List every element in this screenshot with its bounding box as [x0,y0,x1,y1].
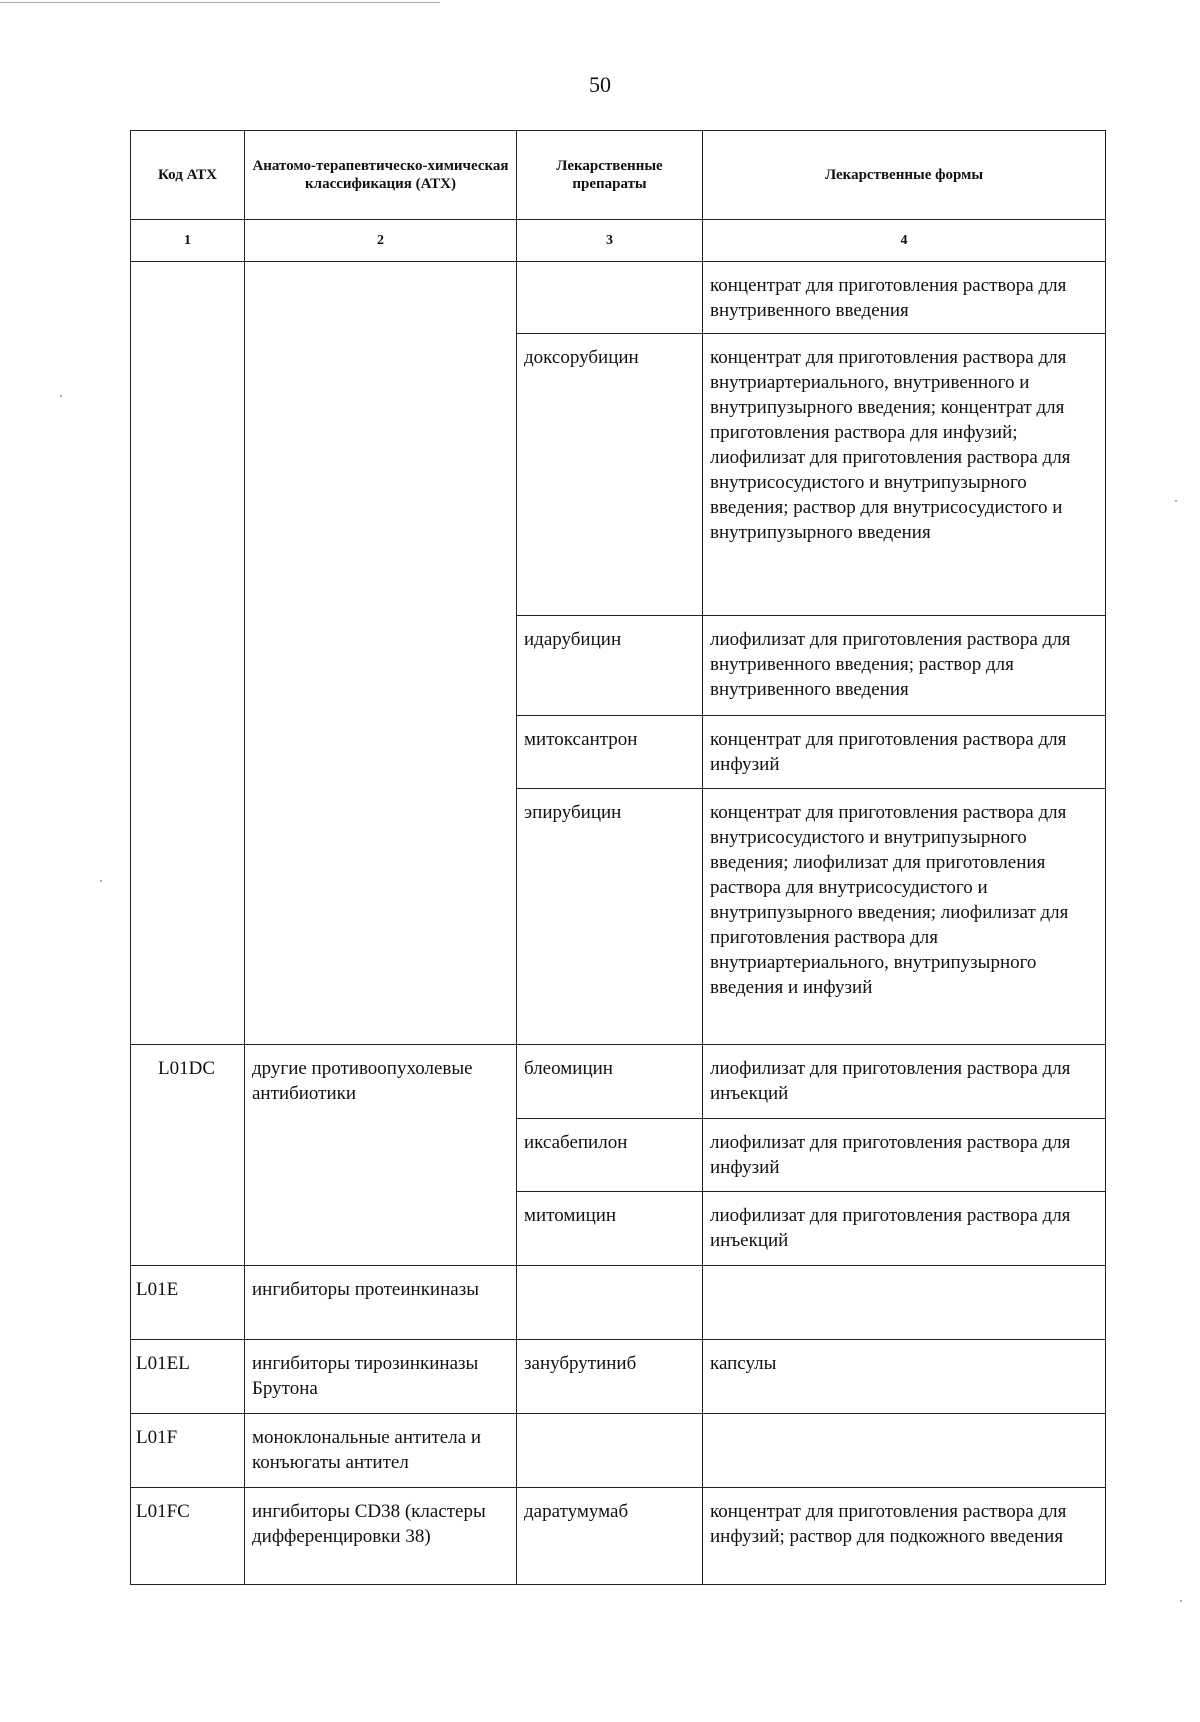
atx-class-cell: другие противоопухолевые антибиотики [245,1045,517,1266]
page-number: 50 [589,72,611,97]
table-row [131,1266,1106,1340]
drug-cell: занубрутиниб [517,1340,703,1414]
column-number-row [131,220,1106,262]
drug-cell: митоксантрон [517,716,703,789]
drug-cell: доксорубицин [517,334,703,616]
drug-cell: иксабепилон [517,1119,703,1192]
atx-class-cell [245,262,517,1045]
form-cell: лиофилизат для приготовления раствора для инъекций [703,1192,1106,1266]
scan-artifact-dot [1175,500,1177,502]
scan-artifact-dot [100,880,102,882]
drug-cell: идарубицин [517,616,703,716]
atx-code-cell: L01DC [131,1045,245,1266]
header-drugs: Лекарственные препараты [517,131,703,220]
atx-code-cell: L01EL [131,1340,245,1414]
atx-class-cell: моноклональные антитела и конъюгаты антител [245,1414,517,1488]
table-row [131,1488,1106,1585]
drug-cell [517,1414,703,1488]
form-cell: концентрат для приготовления раствора для внутрисосудистого и внутрипузырного введения; лиофилизат для приготовления раствора для внутрисосудистого и внутрипузырного введения; лиофилизат для приготовления раствора для внутриартериального, внутрипузырного введения и инфузий [703,789,1106,1045]
atx-code-cell: L01F [131,1414,245,1488]
drug-cell [517,262,703,334]
header-code: Код АТХ [131,131,245,220]
drug-cell: блеомицин [517,1045,703,1119]
column-number: 1 [131,220,245,262]
header-classification: Анатомо-терапевтическо-химическая классификация (АТХ) [245,131,517,220]
scan-artifact-line [0,2,440,3]
form-cell: концентрат для приготовления раствора для инфузий [703,716,1106,789]
header-forms: Лекарственные формы [703,131,1106,220]
scan-artifact-dot [1180,1600,1182,1602]
column-number: 3 [517,220,703,262]
form-cell: концентрат для приготовления раствора для внутриартериального, внутривенного и внутрипузырного введения; концентрат для приготовления раствора для инфузий; лиофилизат для приготовления раствора для внутрисосудистого и внутрипузырного введения; раствор для внутрисосудистого и внутрипузырного введения [703,334,1106,616]
form-cell: лиофилизат для приготовления раствора для внутривенного введения; раствор для внутривенного введения [703,616,1106,716]
atx-class-cell: ингибиторы тирозинкиназы Брутона [245,1340,517,1414]
form-cell: лиофилизат для приготовления раствора для инфузий [703,1119,1106,1192]
table-row [131,1414,1106,1488]
atx-class-cell: ингибиторы протеинкиназы [245,1266,517,1340]
form-cell [703,1266,1106,1340]
atx-code-cell: L01FC [131,1488,245,1585]
table-row [131,262,1106,334]
column-number: 4 [703,220,1106,262]
form-cell: концентрат для приготовления раствора для внутривенного введения [703,262,1106,334]
form-cell: концентрат для приготовления раствора для инфузий; раствор для подкожного введения [703,1488,1106,1585]
form-cell: лиофилизат для приготовления раствора для инъекций [703,1045,1106,1119]
table-row [131,1045,1106,1119]
drug-cell: митомицин [517,1192,703,1266]
scan-artifact-dot [60,395,62,397]
drug-cell: даратумумаб [517,1488,703,1585]
drug-cell [517,1266,703,1340]
drug-cell: эпирубицин [517,789,703,1045]
atx-drug-table [130,130,1106,1585]
atx-code-cell [131,262,245,1045]
column-number: 2 [245,220,517,262]
table-header-row [131,131,1106,220]
table-row [131,1340,1106,1414]
atx-code-cell: L01E [131,1266,245,1340]
form-cell [703,1414,1106,1488]
form-cell: капсулы [703,1340,1106,1414]
atx-class-cell: ингибиторы CD38 (кластеры дифференцировки 38) [245,1488,517,1585]
